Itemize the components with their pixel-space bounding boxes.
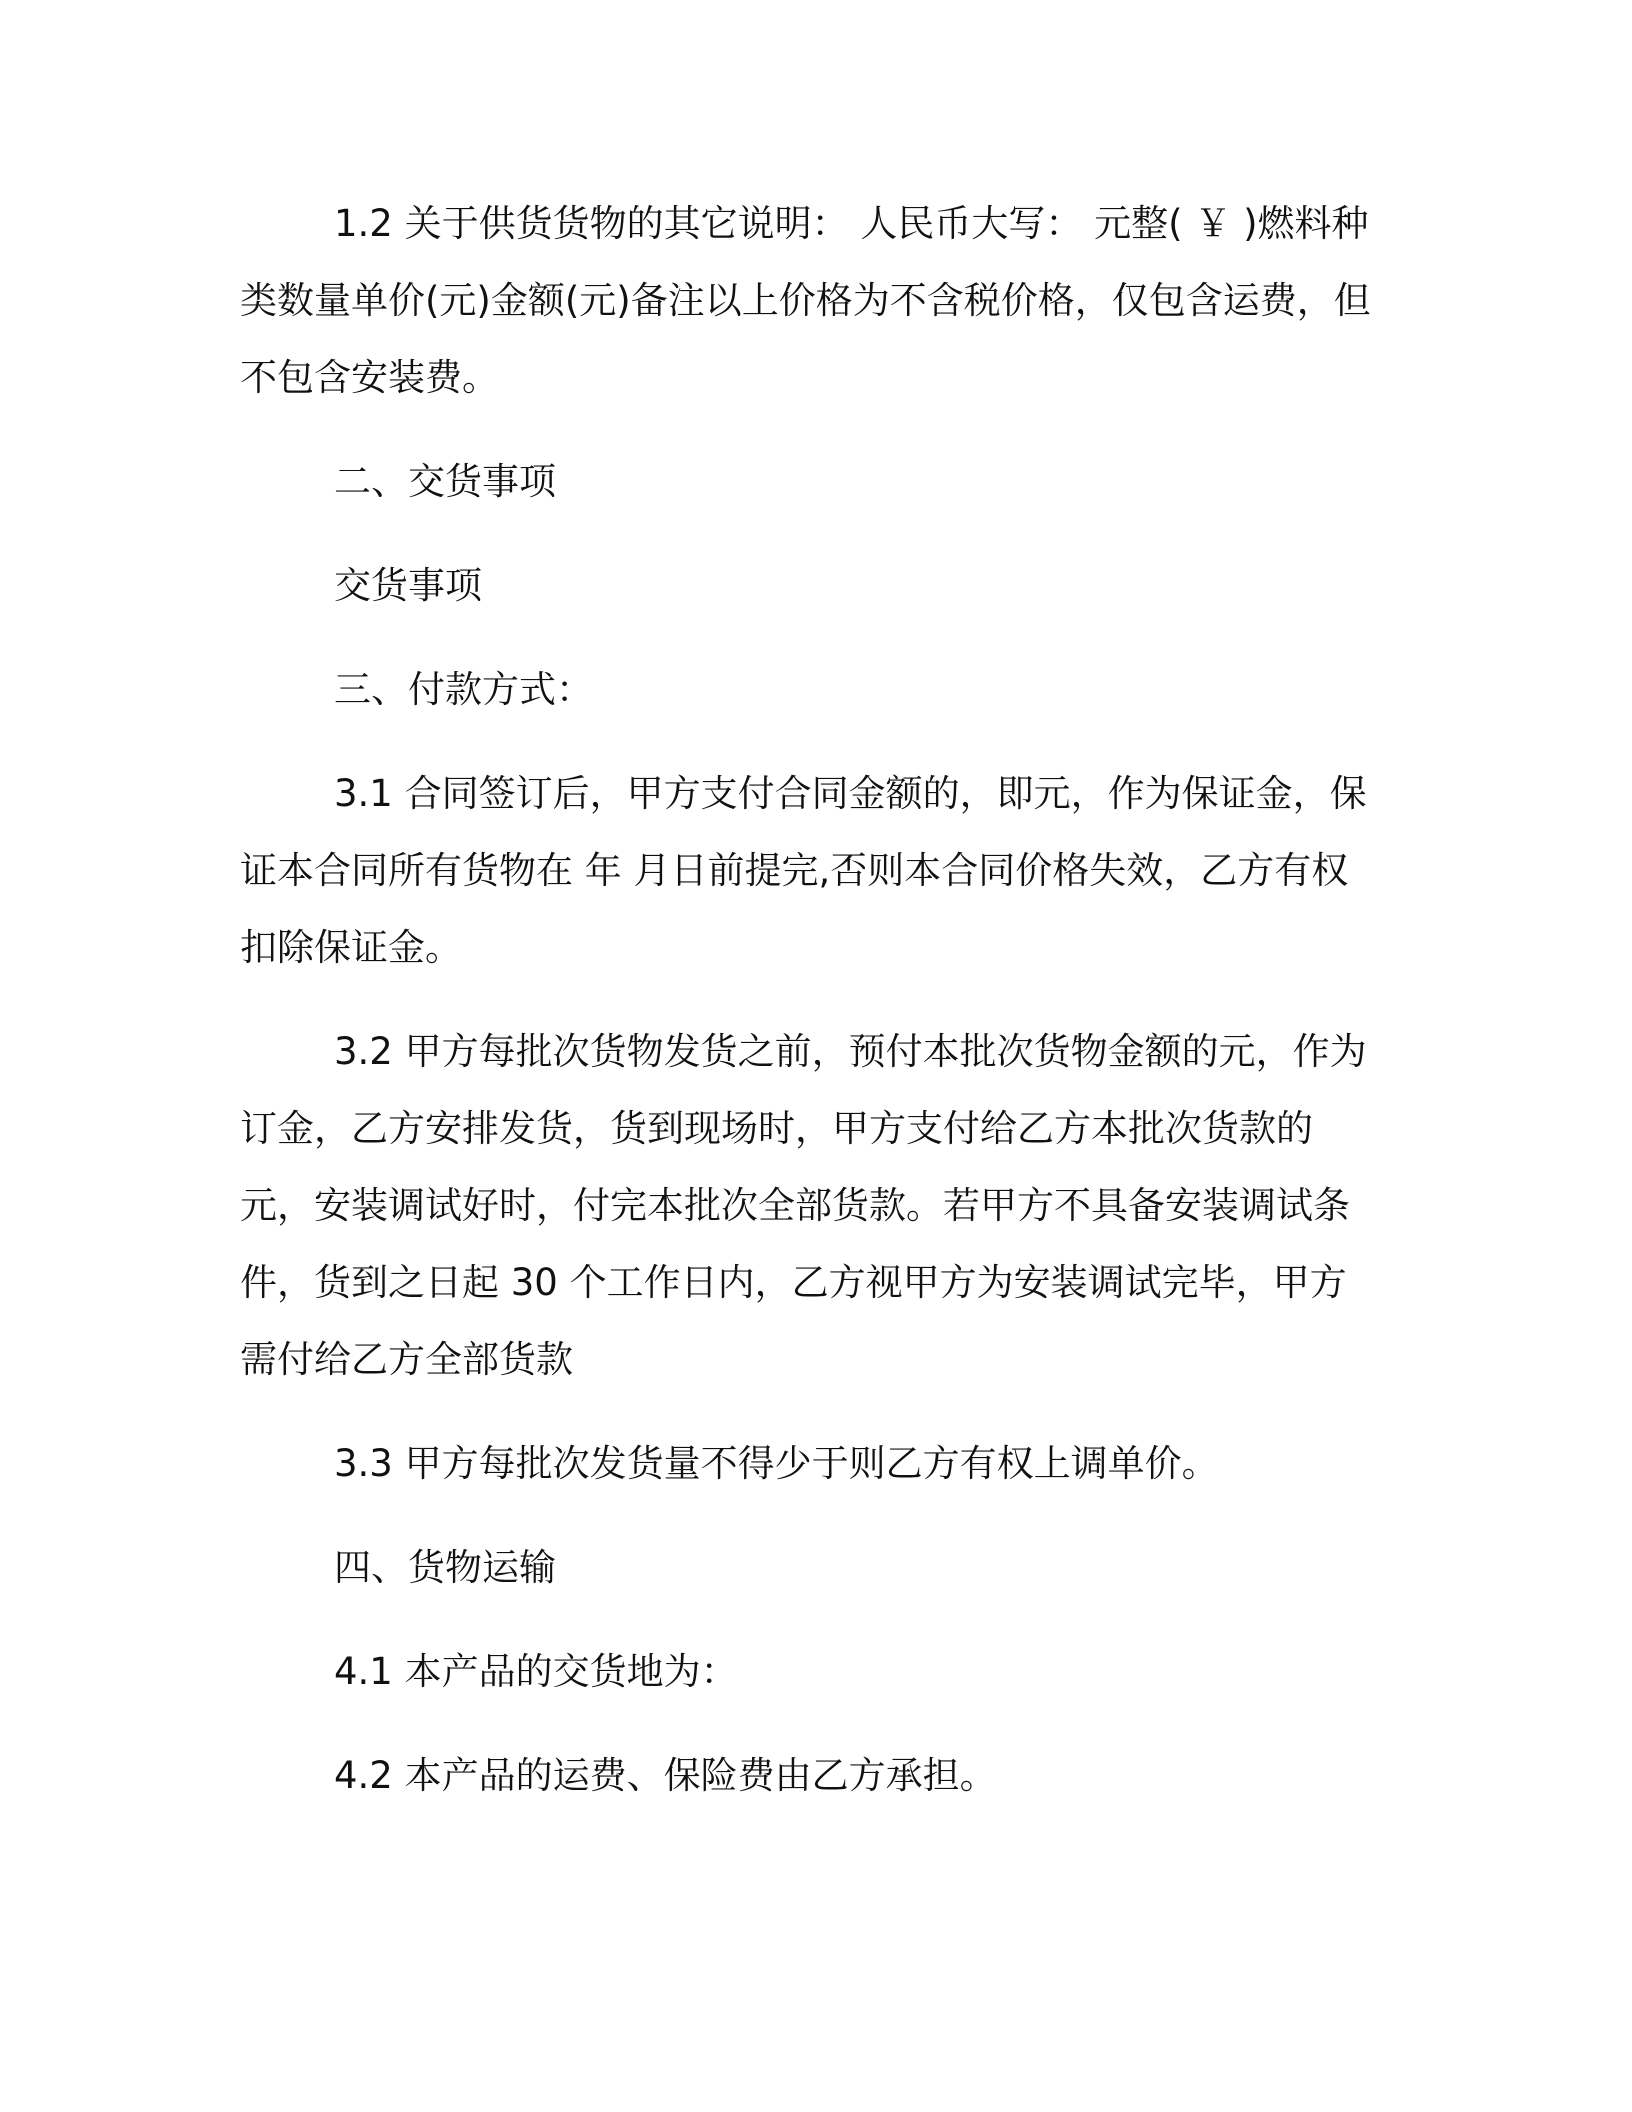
paragraph-4-1-delivery-location: 4.1 本产品的交货地为： [334,1650,738,1693]
paragraph-delivery-items: 交货事项 [334,564,482,607]
heading-section-2-delivery: 二、交货事项 [334,460,556,503]
paragraph-3-1-deposit: 3.1 合同签订后，甲方支付合同金额的，即元，作为保证金，保证本合同所有货物在 年 月日前提完,否则本合同价格失效，乙方有权扣除保证金。 [240,772,1367,969]
paragraph-3-3-minimum-quantity: 3.3 甲方每批次发货量不得少于则乙方有权上调单价。 [334,1442,1219,1485]
paragraph-3-2-prepayment: 3.2 甲方每批次货物发货之前，预付本批次货物金额的元，作为订金，乙方安排发货，货到现场时，甲方支付给乙方本批次货款的元，安装调试好时，付完本批次全部货款。若甲方不具备安装调试条件，货到之日起 30 个工作日内，乙方视甲方为安装调试完毕，甲方需付给乙方全部货款 [240,1030,1367,1381]
heading-section-3-payment: 三、付款方式： [334,668,593,711]
document-body [240,185,1380,1841]
paragraph-1-2-other-notes: 1.2 关于供货货物的其它说明： 人民币大写： 元整( ￥ )燃料种类数量单价(元)金额(元)备注以上价格为不含税价格，仅包含运费，但不包含安装费。 [240,202,1371,399]
paragraph-4-2-freight-insurance: 4.2 本产品的运费、保险费由乙方承担。 [334,1754,997,1797]
heading-section-4-transport: 四、货物运输 [334,1546,556,1589]
